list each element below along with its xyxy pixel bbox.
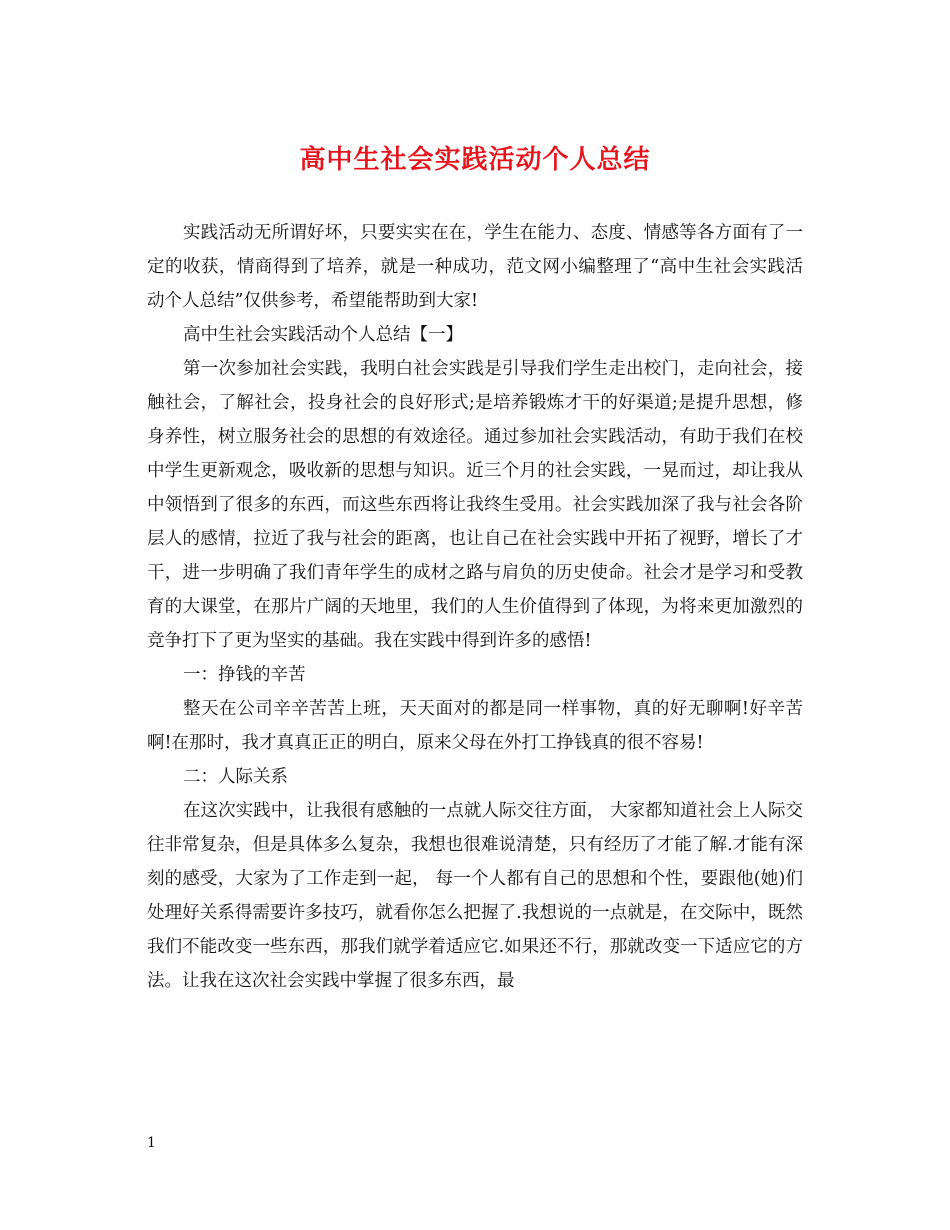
section-one-paragraph: 第一次参加社会实践，我明白社会实践是引导我们学生走出校门，走向社会，接触社会，了解社会，投身社会的良好形式;是培养锻炼才干的好渠道;是提升思想，修身养性，树立服务社会的思想的有效途径。通过参加社会实践活动，有助于我们在校中学生更新观念，吸收新的思想与知识。近三个月的社会实践，一晃而过，却让我从中领悟到了很多的东西，而这些东西将让我终生受用。社会实践加深了我与社会各阶层人的感情，拉近了我与社会的距离，也让自己在社会实践中开拓了视野，增长了才干，进一步明确了我们青年学生的成材之路与肩负的历史使命。社会才是学习和受教育的大课堂，在那片广阔的天地里，我们的人生价值得到了体现，为将来更加激烈的竞争打下了更为坚实的基础。我在实践中得到许多的感悟! xyxy=(147,359,803,651)
document-body xyxy=(147,216,803,998)
point-one-heading: 一：挣钱的辛苦 xyxy=(183,665,306,685)
document-title: 高中生社会实践活动个人总结 xyxy=(299,145,651,175)
point-two-heading: 二：人际关系 xyxy=(183,767,288,787)
intro-paragraph: 实践活动无所谓好坏，只要实实在在，学生在能力、态度、情感等各方面有了一定的收获，情商得到了培养，就是一种成功，范文网小编整理了“高中生社会实践活动个人总结”仅供参考，希望能帮助到大家! xyxy=(147,223,803,311)
point-two-paragraph: 在这次实践中，让我很有感触的一点就人际交往方面， 大家都知道社会上人际交往非常复杂，但是具体多么复杂，我想也很难说清楚，只有经历了才能了解.才能有深刻的感受，大家为了工作走到一起， 每一个人都有自己的思想和个性，要跟他(她)们处理好关系得需要许多技巧，就看你怎么把握了.我想说的一点就是，在交际中，既然我们不能改变一些东西，那我们就学着适应它.如果还不行，那就改变一下适应它的方法。让我在这次社会实践中掌握了很多东西，最 xyxy=(147,801,803,991)
section-one-heading: 高中生社会实践活动个人总结【一】 xyxy=(183,325,463,345)
page-number: 1 xyxy=(147,1135,156,1151)
point-one-paragraph: 整天在公司辛辛苦苦上班，天天面对的都是同一样事物，真的好无聊啊!好辛苦啊!在那时，我才真真正正的明白，原来父母在外打工挣钱真的很不容易! xyxy=(147,699,803,753)
